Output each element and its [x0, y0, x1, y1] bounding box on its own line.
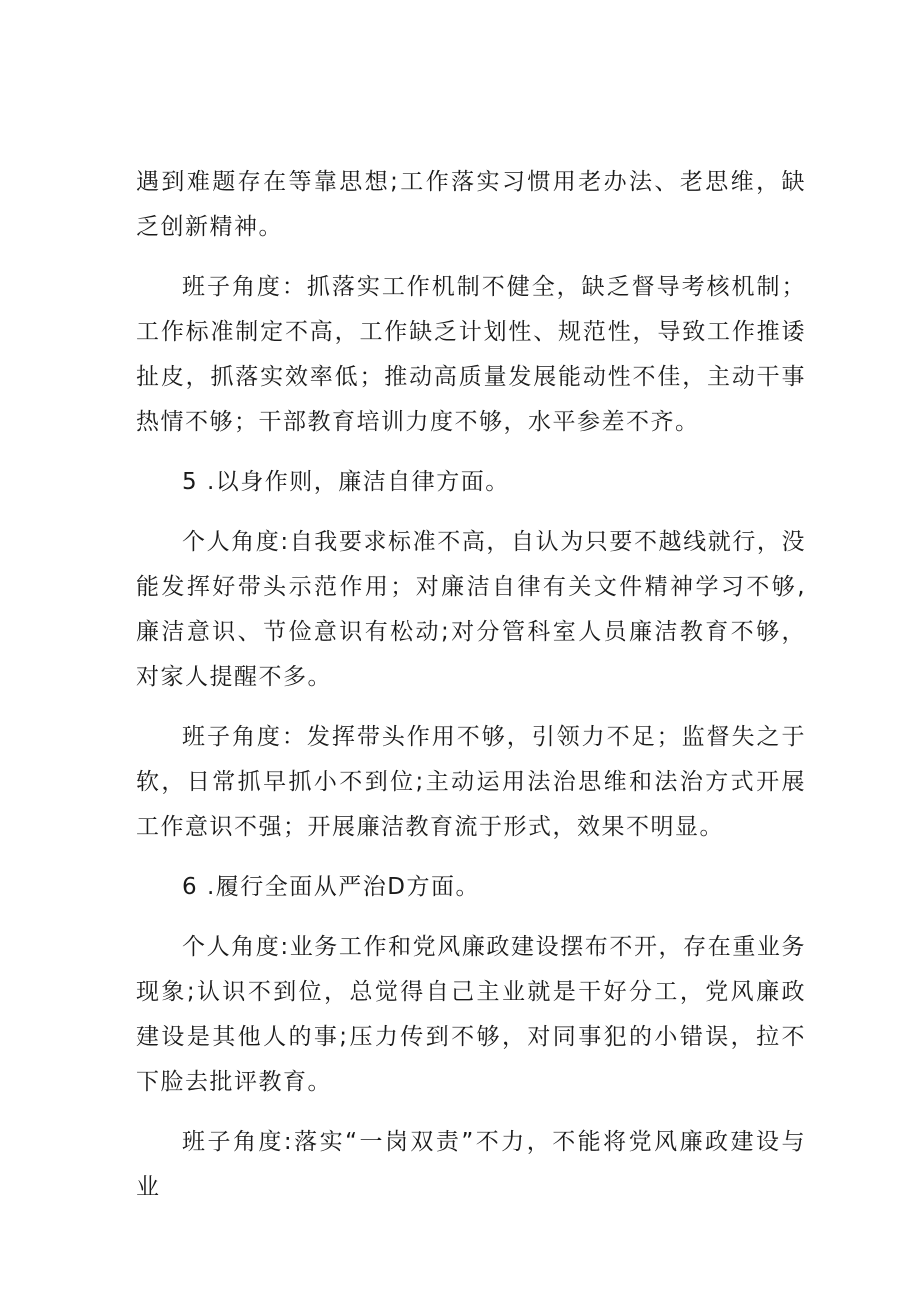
- paragraph-team-perspective-5: 班子角度：发挥带头作用不够，引领力不足；监督失之于软，日常抓早抓小不到位;主动运用法治思维和法治方式开展工作意识不强；开展廉洁教育流于形式，效果不明显。: [136, 724, 806, 840]
- paragraph-team-perspective-1: 班子角度：抓落实工作机制不健全，缺乏督导考核机制；工作标准制定不高，工作缺乏计划性、规范性，导致工作推诿扯皮，抓落实效率低；推动高质量发展能动性不佳，主动干事热情不够；干部教育培训力度不够，水平参差不齐。: [136, 274, 806, 435]
- paragraph-personal-perspective-5: 个人角度:自我要求标准不高，自认为只要不越线就行，没能发挥好带头示范作用；对廉洁自律有关文件精神学习不够,廉洁意识、节俭意识有松动;对分管科室人员廉洁教育不够，对家人提醒不多。: [136, 529, 806, 690]
- document-body: [136, 160, 806, 1225]
- section-heading-6: 6 .履行全面从严治D方面。: [182, 874, 480, 900]
- paragraph-continuation: 遇到难题存在等靠思想;工作落实习惯用老办法、老思维，缺乏创新精神。: [136, 169, 806, 240]
- section-heading-5: 5 .以身作则，廉洁自律方面。: [182, 469, 510, 495]
- paragraph-team-perspective-6: 班子角度:落实“一岗双责”不力，不能将党风廉政建设与业: [136, 1129, 806, 1200]
- paragraph-personal-perspective-6: 个人角度:业务工作和党风廉政建设摆布不开，存在重业务现象;认识不到位，总觉得自己主业就是干好分工，党风廉政建设是其他人的事;压力传到不够，对同事犯的小错误，拉不下脸去批评教育。: [136, 934, 806, 1095]
